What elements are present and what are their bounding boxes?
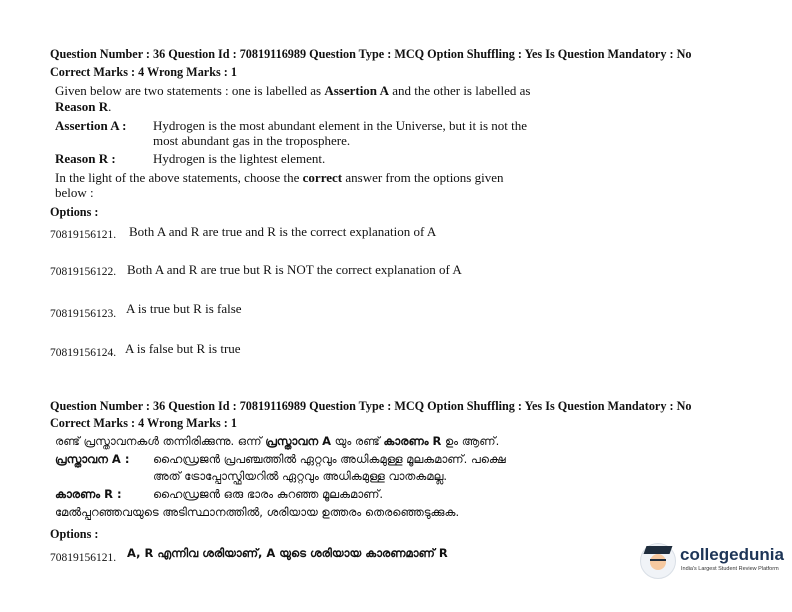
assertion-text-line2: അത് ട്രോപ്പോസ്ഫിയറിൽ ഏറ്റവും അധികമുള്ള വാതകമല്ല. bbox=[153, 469, 448, 483]
option-text: Both A and R are true but R is NOT the correct explanation of A bbox=[127, 262, 462, 277]
option-id: 70819156122. bbox=[50, 266, 117, 278]
reason-label: Reason R : bbox=[55, 151, 116, 166]
option-id: 70819156124. bbox=[50, 347, 117, 359]
option-text: A is true but R is false bbox=[126, 301, 242, 316]
question-intro-line2: Reason R. bbox=[55, 99, 112, 114]
assertion-text-line1: ഹൈഡ്രജൻ പ്രപഞ്ചത്തിൽ ഏറ്റവും അധികമുള്ള മൂലകമാണ്. പക്ഷെ bbox=[153, 452, 506, 466]
question-intro-line1: രണ്ട് പ്രസ്താവനകൾ തന്നിരിക്കുന്നു. ഒന്ന് പ്രസ്താവന A യും രണ്ട് കാരണം R ഉം ആണ്. bbox=[55, 434, 500, 448]
assertion-text-line1: Hydrogen is the most abundant element in the Universe, but it is not the bbox=[153, 118, 528, 133]
instruction-line1: In the light of the above statements, choose the correct answer from the options given bbox=[55, 170, 504, 185]
question-meta-line1: Question Number : 36 Question Id : 70819116989 Question Type : MCQ Option Shuffling : Yes Is Question Mandatory : No bbox=[50, 399, 692, 413]
reason-text: ഹൈഡ്രജൻ ഒരു ഭാരം കുറഞ്ഞ മൂലകമാണ്. bbox=[153, 487, 384, 501]
logo-name: collegedunia bbox=[680, 545, 784, 564]
logo-tagline: India's Largest Student Review Platform bbox=[681, 566, 779, 572]
question-meta-line2: Correct Marks : 4 Wrong Marks : 1 bbox=[50, 416, 237, 430]
assertion-label: Assertion A : bbox=[55, 118, 127, 133]
question-intro-line1: Given below are two statements : one is labelled as Assertion A and the other is labelled as bbox=[55, 83, 531, 98]
option-text: Both A and R are true and R is the correct explanation of A bbox=[129, 224, 437, 239]
reason-label: കാരണം R : bbox=[55, 487, 122, 501]
option-id: 70819156121. bbox=[50, 229, 117, 241]
instruction-line1: മേൽപ്പറഞ്ഞവയുടെ അടിസ്ഥാനത്തിൽ, ശരിയായ ഉത്തരം തെരഞ്ഞെടുക്കുക. bbox=[55, 505, 460, 519]
options-label: Options : bbox=[50, 527, 99, 541]
option-id: 70819156121. bbox=[50, 552, 117, 564]
reason-text: Hydrogen is the lightest element. bbox=[153, 151, 326, 166]
assertion-text-line2: most abundant gas in the troposphere. bbox=[153, 133, 351, 148]
mascot-icon bbox=[640, 543, 676, 579]
options-label: Options : bbox=[50, 205, 99, 219]
instruction-line2: below : bbox=[55, 185, 94, 200]
collegedunia-logo bbox=[640, 543, 790, 583]
question-meta-line1: Question Number : 36 Question Id : 70819116989 Question Type : MCQ Option Shuffling : Yes Is Question Mandatory : No bbox=[50, 47, 692, 61]
option-text: A, R എന്നിവ ശരിയാണ്, A യുടെ ശരിയായ കാരണമാണ് R bbox=[127, 546, 448, 560]
question-meta-line2: Correct Marks : 4 Wrong Marks : 1 bbox=[50, 65, 237, 79]
assertion-label: പ്രസ്താവന A : bbox=[55, 452, 130, 466]
option-text: A is false but R is true bbox=[125, 341, 241, 356]
option-id: 70819156123. bbox=[50, 308, 117, 320]
